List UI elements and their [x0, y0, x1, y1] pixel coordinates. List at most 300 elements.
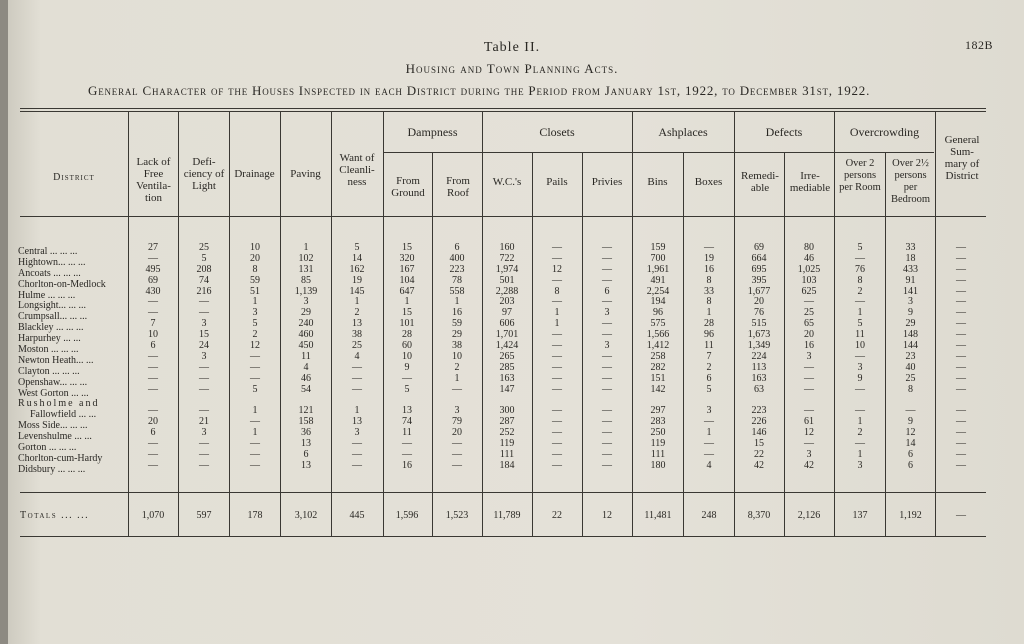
table-cell: 11: [855, 329, 865, 341]
table-cell: 223: [751, 405, 767, 417]
table-cell: 8: [908, 383, 913, 395]
table-cell: 8: [554, 285, 560, 297]
table-cell: 9: [857, 372, 863, 384]
table-cell: —: [956, 427, 966, 439]
table-cell: 1,566: [646, 329, 670, 341]
table-cell: —: [148, 405, 158, 417]
table-cell: 20: [452, 427, 462, 439]
table-cell: 1,701: [495, 329, 519, 341]
table-cell: 76: [754, 307, 764, 319]
table-cell: —: [602, 448, 612, 460]
table-cell: —: [552, 329, 562, 341]
district-name: Longsight... ... ...: [18, 301, 87, 312]
table-cell: —: [250, 372, 260, 384]
table-cell: 7: [150, 318, 156, 330]
district-name: Harpurhey ... ...: [18, 334, 81, 345]
table-cell: 13: [301, 459, 311, 471]
table-cell: 433: [903, 263, 918, 275]
table-cell: 250: [650, 427, 666, 439]
table-cell: —: [956, 383, 966, 395]
table-cell: —: [602, 459, 612, 471]
column-irremediable: [786, 243, 832, 472]
table-cell: —: [956, 274, 966, 286]
table-cell: 119: [499, 438, 515, 450]
table-cell: 2,288: [495, 285, 519, 297]
table-cell: 20: [754, 296, 764, 308]
table-cell: 203: [499, 296, 515, 308]
table-cell: 1: [857, 307, 863, 319]
total-boxes: 248: [701, 510, 717, 521]
district-name: Hightown... ... ...: [18, 257, 86, 268]
table-cell: 491: [650, 274, 666, 286]
table-cell: 10: [452, 350, 462, 362]
header-irremediable: Irre-mediable: [789, 170, 831, 194]
table-cell: 8: [252, 263, 258, 275]
table-cell: 6: [454, 242, 460, 253]
table-cell: 14: [905, 438, 916, 450]
table-cell: 29: [452, 329, 462, 341]
table-cell: —: [552, 416, 562, 428]
table-cell: 3: [201, 318, 207, 330]
district-name: Clayton ... ... ...: [18, 366, 80, 377]
table-cell: 19: [352, 274, 362, 286]
table-cell: 1,677: [747, 285, 771, 297]
table-cell: 74: [199, 274, 209, 286]
table-cell: 12: [905, 427, 916, 439]
table-cell: 3: [201, 427, 207, 439]
table-cell: 36: [301, 427, 311, 439]
table-cell: 1,961: [646, 263, 670, 275]
table-cell: 102: [298, 252, 314, 264]
table-cell: 59: [250, 274, 260, 286]
table-cell: 40: [905, 361, 916, 373]
table-cell: 4: [706, 459, 712, 471]
header-over2half-bedroom: Over 2½ persons per Bedroom: [890, 158, 931, 205]
table-cell: 16: [452, 307, 462, 319]
table-cell: 104: [399, 274, 415, 286]
rule-totals-bottom: [20, 536, 986, 537]
table-cell: 59: [452, 318, 462, 330]
table-cell: —: [250, 459, 260, 471]
table-cell: —: [199, 296, 209, 308]
table-cell: —: [602, 263, 612, 275]
table-cell: 224: [751, 350, 767, 362]
table-cell: 285: [499, 361, 515, 373]
table-cell: 78: [452, 274, 462, 286]
table-cell: 19: [704, 252, 714, 264]
column-over2half-bedroom: [887, 243, 934, 472]
table-cell: —: [148, 361, 158, 373]
table-cell: 15: [402, 307, 412, 319]
col-rule: [128, 111, 129, 536]
table-cell: 22: [754, 448, 764, 460]
table-cell: 42: [804, 459, 814, 471]
table-cell: 3: [908, 296, 913, 308]
district-name: Openshaw... ... ...: [18, 377, 88, 388]
table-cell: 3: [806, 350, 812, 362]
header-from-ground: From Ground: [391, 175, 425, 199]
table-cell: —: [402, 438, 412, 450]
table-cell: 16: [804, 340, 814, 352]
table-cell: —: [552, 459, 562, 471]
table-cell: —: [855, 405, 865, 417]
table-cell: —: [552, 405, 562, 417]
total-pails: 22: [552, 510, 562, 521]
district-name: Chorlton-on-Medlock: [18, 279, 106, 290]
table-cell: 223: [449, 263, 465, 275]
table-cell: 10: [250, 242, 260, 253]
table-cell: 700: [650, 252, 666, 264]
table-cell: —: [804, 296, 814, 308]
table-cell: —: [148, 296, 158, 308]
header-deficiency-of-light: Defi-ciency of Light: [183, 156, 225, 192]
table-cell: 2: [354, 307, 360, 319]
table-cell: 145: [349, 285, 365, 297]
table-cell: 258: [650, 350, 666, 362]
district-name: Gorton ... ... ...: [18, 443, 77, 454]
table-cell: 80: [804, 242, 814, 253]
table-cell: 13: [301, 438, 311, 450]
table-cell: —: [956, 405, 966, 417]
col-rule: [432, 152, 433, 536]
table-cell: 2: [857, 285, 863, 297]
table-cell: 3: [857, 361, 863, 373]
table-cell: —: [552, 361, 562, 373]
table-cell: 5: [201, 252, 207, 264]
header-general-summary: General Sum-mary of District: [944, 134, 980, 182]
table-cell: 27: [148, 242, 158, 253]
table-cell: 119: [650, 438, 666, 450]
table-cell: 282: [650, 361, 666, 373]
table-cell: —: [704, 242, 714, 253]
district-name: Crumpsall... ... ...: [18, 312, 88, 323]
table-cell: —: [148, 307, 158, 319]
header-over2-room: Over 2 persons per Room: [839, 158, 881, 193]
table-cell: —: [956, 448, 966, 460]
table-cell: —: [602, 318, 612, 330]
table-cell: —: [250, 350, 260, 362]
table-cell: 1: [554, 307, 560, 319]
table-cell: 9: [404, 361, 410, 373]
table-cell: —: [804, 383, 814, 395]
table-cell: 121: [298, 405, 314, 417]
rule-header-bottom: [20, 216, 986, 217]
table-cell: 29: [905, 318, 916, 330]
table-cell: —: [452, 383, 462, 395]
table-cell: 163: [751, 372, 767, 384]
table-cell: 20: [250, 252, 260, 264]
header-remediable: Remedi-able: [741, 170, 779, 194]
district-name: Ancoats ... ... ...: [18, 268, 81, 279]
table-cell: —: [602, 274, 612, 286]
column-wcs: [484, 243, 530, 472]
table-cell: 252: [499, 427, 515, 439]
table-cell: 12: [250, 340, 260, 352]
table-cell: —: [956, 285, 966, 297]
total-over2-room: 137: [852, 510, 868, 521]
table-cell: 113: [751, 361, 767, 373]
table-cell: 148: [903, 329, 918, 341]
table-cell: 25: [352, 340, 362, 352]
table-cell: —: [352, 372, 362, 384]
table-cell: 2: [454, 361, 460, 373]
table-cell: 28: [704, 318, 714, 330]
table-cell: —: [199, 383, 209, 395]
rule-totals-top: [20, 492, 986, 493]
table-cell: —: [602, 296, 612, 308]
table-cell: —: [250, 438, 260, 450]
table-cell: 10: [148, 329, 158, 341]
table-cell: 647: [399, 285, 415, 297]
rule-group: [383, 152, 934, 153]
table-cell: —: [352, 448, 362, 460]
table-cell: 23: [905, 350, 916, 362]
table-cell: —: [352, 459, 362, 471]
table-cell: 240: [298, 318, 314, 330]
rule-top-2: [20, 111, 986, 112]
table-cell: —: [199, 405, 209, 417]
table-cell: —: [250, 416, 260, 428]
total-general-summary: —: [956, 510, 966, 521]
table-cell: 3: [604, 307, 610, 319]
table-cell: 194: [650, 296, 666, 308]
header-district: District: [53, 172, 95, 183]
table-cell: —: [552, 383, 562, 395]
table-cell: —: [956, 459, 966, 471]
column-deficiency-of-light: [180, 243, 228, 472]
table-cell: 6: [604, 285, 610, 297]
table-cell: 141: [903, 285, 918, 297]
table-cell: —: [402, 448, 412, 460]
table-cell: 24: [199, 340, 209, 352]
table-cell: 131: [298, 263, 314, 275]
table-cell: —: [602, 252, 612, 264]
table-cell: 1: [454, 296, 460, 308]
district-name: Levenshulme ... ...: [18, 432, 92, 443]
total-over2half-bedroom: 1,192: [899, 510, 922, 521]
table-cell: 5: [706, 383, 712, 395]
table-cell: 65: [804, 318, 814, 330]
table-cell: 5: [252, 383, 258, 395]
total-paving: 3,102: [294, 510, 318, 521]
table-cell: 3: [706, 405, 712, 417]
table-cell: —: [199, 448, 209, 460]
table-cell: 265: [499, 350, 515, 362]
table-cell: 6: [908, 459, 913, 471]
table-cell: —: [352, 383, 362, 395]
table-cell: —: [552, 372, 562, 384]
district-name: West Gorton ... ...: [18, 388, 89, 399]
table-cell: 8: [706, 274, 712, 286]
total-bins: 11,481: [644, 510, 672, 521]
table-cell: —: [956, 416, 966, 428]
table-cell: —: [956, 340, 966, 352]
table-cell: 28: [402, 329, 412, 341]
table-cell: 287: [499, 416, 515, 428]
table-cell: —: [855, 296, 865, 308]
table-cell: 63: [754, 383, 764, 395]
district-name: Rusholme and: [18, 399, 100, 410]
table-cell: 7: [706, 350, 712, 362]
table-cell: 38: [452, 340, 462, 352]
table-cell: 144: [903, 340, 918, 352]
table-cell: 10: [402, 350, 412, 362]
header-dampness: Dampness: [407, 125, 458, 139]
table-cell: 3: [201, 350, 207, 362]
table-cell: —: [352, 361, 362, 373]
table-cell: 8: [706, 296, 712, 308]
table-cell: 111: [650, 448, 666, 460]
table-cell: 85: [301, 274, 311, 286]
table-cell: 2: [857, 427, 863, 439]
totals-label: Totals ... ...: [20, 510, 90, 521]
table-cell: —: [148, 350, 158, 362]
table-cell: —: [855, 438, 865, 450]
table-cell: —: [199, 438, 209, 450]
table-cell: 3: [806, 448, 812, 460]
table-cell: 9: [908, 416, 913, 428]
table-cell: 450: [298, 340, 314, 352]
table-cell: 29: [301, 307, 311, 319]
total-remediable: 8,370: [747, 510, 771, 521]
table-cell: —: [250, 448, 260, 460]
table-cell: —: [602, 242, 612, 253]
header-wcs: W.C.'s: [492, 176, 522, 188]
table-cell: 5: [857, 318, 863, 330]
table-cell: 16: [704, 263, 714, 275]
table-cell: 606: [499, 318, 515, 330]
table-cell: 2,254: [646, 285, 670, 297]
table-cell: —: [352, 438, 362, 450]
table-cell: 1: [706, 307, 712, 319]
table-cell: 3: [857, 459, 863, 471]
table-cell: 460: [298, 329, 314, 341]
table-cell: 5: [252, 318, 258, 330]
table-cell: —: [148, 448, 158, 460]
table-cell: 91: [905, 274, 916, 286]
table-cell: 1: [354, 296, 360, 308]
col-rule: [582, 152, 583, 536]
table-cell: —: [602, 350, 612, 362]
table-cell: 96: [653, 307, 663, 319]
table-cell: 226: [751, 416, 767, 428]
total-from-ground: 1,596: [395, 510, 419, 521]
table-cell: —: [148, 459, 158, 471]
table-cell: 163: [499, 372, 515, 384]
table-cell: —: [199, 459, 209, 471]
table-cell: 297: [650, 405, 666, 417]
table-cell: —: [402, 372, 412, 384]
col-rule: [784, 152, 785, 536]
table-cell: —: [552, 438, 562, 450]
table-cell: 103: [801, 274, 817, 286]
table-cell: 6: [908, 448, 913, 460]
table-cell: 5: [404, 383, 410, 395]
table-cell: 54: [301, 383, 311, 395]
table-cell: —: [956, 307, 966, 319]
table-cell: 1,139: [294, 285, 318, 297]
table-cell: 42: [754, 459, 764, 471]
table-cell: 6: [303, 448, 309, 460]
table-subtitle: Housing and Town Planning Acts.: [405, 61, 619, 76]
table-cell: 208: [196, 263, 212, 275]
table-cell: 162: [349, 263, 365, 275]
table-cell: 1: [354, 405, 360, 417]
col-rule: [331, 111, 332, 536]
table-cell: —: [956, 252, 966, 264]
district-name: Fallowfield ... ...: [30, 410, 97, 421]
column-boxes: [685, 243, 733, 472]
table-cell: 12: [804, 427, 814, 439]
table-cell: 695: [751, 263, 767, 275]
rule-top: [20, 108, 986, 109]
table-cell: —: [704, 416, 714, 428]
table-cell: 21: [199, 416, 209, 428]
table-cell: 46: [804, 252, 814, 264]
district-name: Chorlton-cum-Hardy: [18, 453, 103, 464]
table-cell: 2: [252, 329, 258, 341]
table-cell: 1,349: [747, 340, 771, 352]
table-cell: 1: [404, 296, 410, 308]
table-cell: 158: [298, 416, 314, 428]
table-cell: 1,424: [495, 340, 519, 352]
book-spine: [0, 0, 8, 644]
col-rule: [834, 111, 835, 536]
table-cell: —: [602, 372, 612, 384]
table-cell: 142: [650, 383, 666, 395]
table-cell: 8: [857, 274, 863, 286]
table-cell: —: [956, 361, 966, 373]
total-want-of-cleanliness: 445: [349, 510, 365, 521]
table-cell: —: [602, 329, 612, 341]
column-remediable: [736, 243, 782, 472]
table-cell: 664: [751, 252, 767, 264]
table-cell: —: [602, 405, 612, 417]
col-rule: [734, 111, 735, 536]
table-cell: 3: [354, 427, 360, 439]
table-cell: —: [804, 372, 814, 384]
table-cell: 2: [706, 361, 712, 373]
table-cell: 5: [354, 242, 360, 253]
header-closets: Closets: [539, 125, 575, 139]
table-cell: 14: [352, 252, 362, 264]
table-cell: 1,974: [495, 263, 519, 275]
table-cell: 300: [499, 405, 515, 417]
table-cell: 13: [352, 416, 362, 428]
table-caption: General Character of the Houses Inspected in each District during the Period from January 1st, 1922, to December 31st, 1922.: [88, 83, 871, 98]
table-cell: 1: [303, 242, 309, 253]
table-cell: 1: [252, 296, 258, 308]
table-cell: —: [250, 361, 260, 373]
table-cell: 25: [804, 307, 814, 319]
table-cell: 96: [704, 329, 714, 341]
table-title: Table II.: [483, 40, 541, 55]
table-cell: 15: [402, 242, 412, 253]
header-from-roof: From Roof: [446, 175, 470, 199]
table-cell: —: [552, 296, 562, 308]
table-cell: —: [552, 242, 562, 253]
table-cell: —: [804, 361, 814, 373]
table-cell: 11: [301, 350, 311, 362]
table-cell: —: [552, 252, 562, 264]
table-cell: 283: [650, 416, 666, 428]
total-from-roof: 1,523: [445, 510, 469, 521]
table-cell: —: [452, 448, 462, 460]
table-cell: 38: [352, 329, 362, 341]
table-cell: 10: [855, 340, 865, 352]
table-cell: —: [602, 383, 612, 395]
table-cell: 76: [855, 263, 865, 275]
